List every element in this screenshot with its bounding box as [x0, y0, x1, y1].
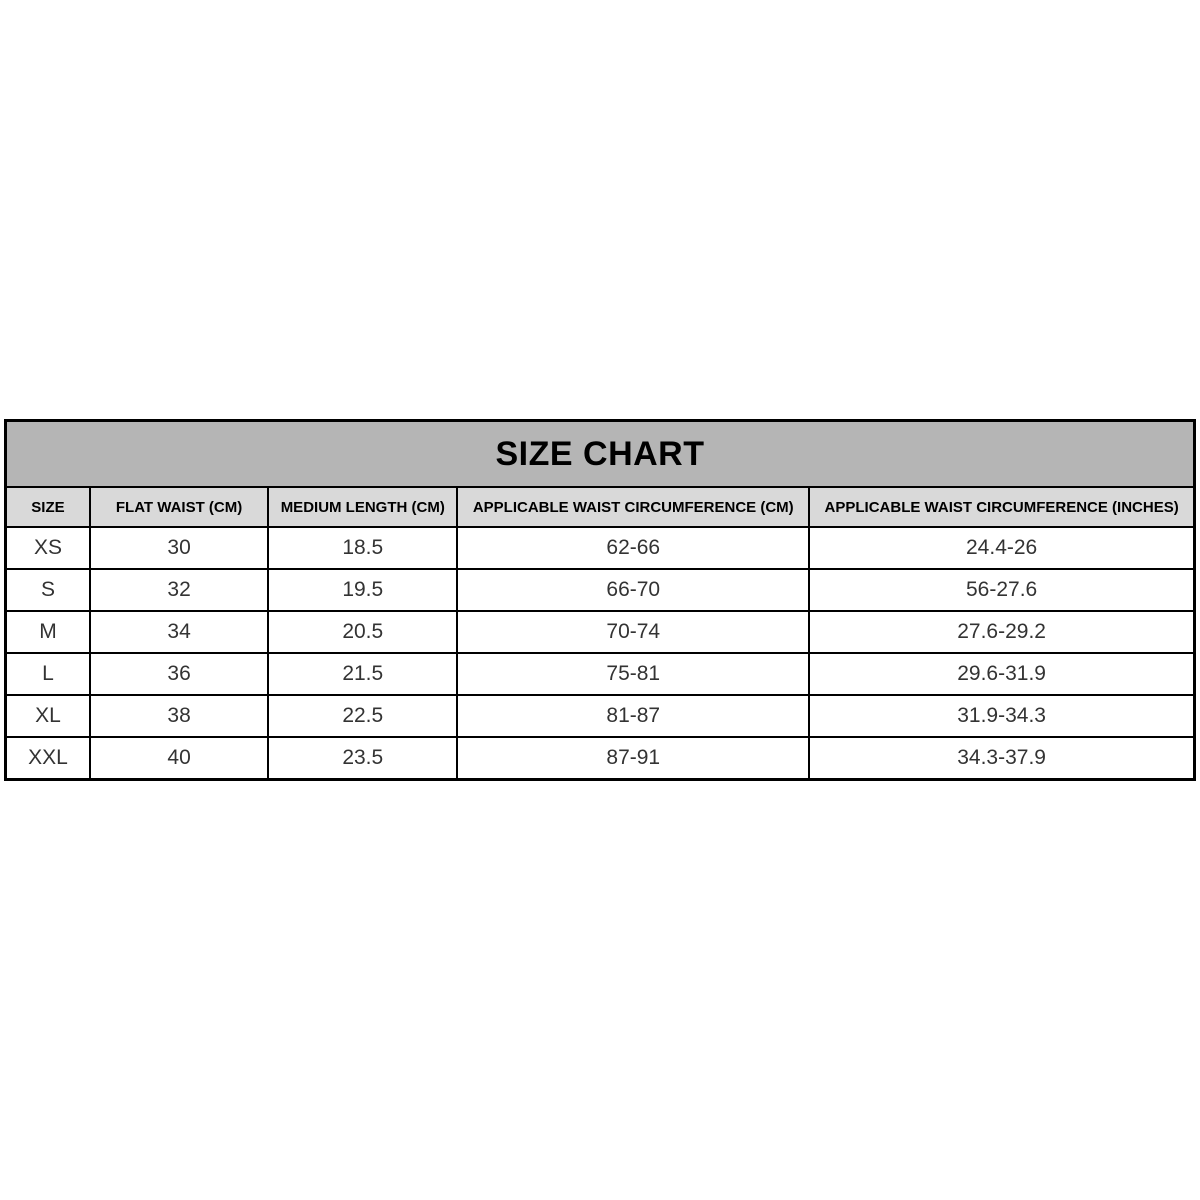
table-row-xxl — [6, 737, 1195, 780]
table-title: SIZE CHART — [6, 421, 1195, 488]
cell-waist-cm: 70-74 — [457, 611, 809, 653]
cell-waist-cm: 62-66 — [457, 527, 809, 569]
table-title-row — [6, 421, 1195, 488]
cell-waist-cm: 87-91 — [457, 737, 809, 780]
cell-medium-length: 23.5 — [268, 737, 457, 780]
size-chart-table — [4, 419, 1196, 781]
cell-medium-length: 19.5 — [268, 569, 457, 611]
table-row-xl — [6, 695, 1195, 737]
table-row-s — [6, 569, 1195, 611]
cell-flat-waist: 30 — [90, 527, 268, 569]
cell-medium-length: 18.5 — [268, 527, 457, 569]
cell-waist-cm: 75-81 — [457, 653, 809, 695]
cell-flat-waist: 38 — [90, 695, 268, 737]
column-header-waist-cm: APPLICABLE WAIST CIRCUMFERENCE (CM) — [457, 487, 809, 527]
cell-waist-inches: 27.6-29.2 — [809, 611, 1194, 653]
cell-flat-waist: 40 — [90, 737, 268, 780]
table-row-xs — [6, 527, 1195, 569]
cell-waist-cm: 66-70 — [457, 569, 809, 611]
column-header-waist-inches: APPLICABLE WAIST CIRCUMFERENCE (INCHES) — [809, 487, 1194, 527]
cell-size: L — [6, 653, 90, 695]
cell-size: M — [6, 611, 90, 653]
cell-flat-waist: 34 — [90, 611, 268, 653]
cell-waist-inches: 56-27.6 — [809, 569, 1194, 611]
cell-flat-waist: 36 — [90, 653, 268, 695]
cell-medium-length: 21.5 — [268, 653, 457, 695]
column-header-medium-length: MEDIUM LENGTH (CM) — [268, 487, 457, 527]
table-row-m — [6, 611, 1195, 653]
cell-size: XL — [6, 695, 90, 737]
table-header-row — [6, 487, 1195, 527]
cell-waist-inches: 24.4-26 — [809, 527, 1194, 569]
cell-size: S — [6, 569, 90, 611]
cell-medium-length: 20.5 — [268, 611, 457, 653]
cell-size: XXL — [6, 737, 90, 780]
cell-medium-length: 22.5 — [268, 695, 457, 737]
cell-waist-inches: 29.6-31.9 — [809, 653, 1194, 695]
cell-waist-cm: 81-87 — [457, 695, 809, 737]
cell-waist-inches: 31.9-34.3 — [809, 695, 1194, 737]
cell-flat-waist: 32 — [90, 569, 268, 611]
column-header-size: SIZE — [6, 487, 90, 527]
cell-size: XS — [6, 527, 90, 569]
table-row-l — [6, 653, 1195, 695]
column-header-flat-waist: FLAT WAIST (CM) — [90, 487, 268, 527]
cell-waist-inches: 34.3-37.9 — [809, 737, 1194, 780]
